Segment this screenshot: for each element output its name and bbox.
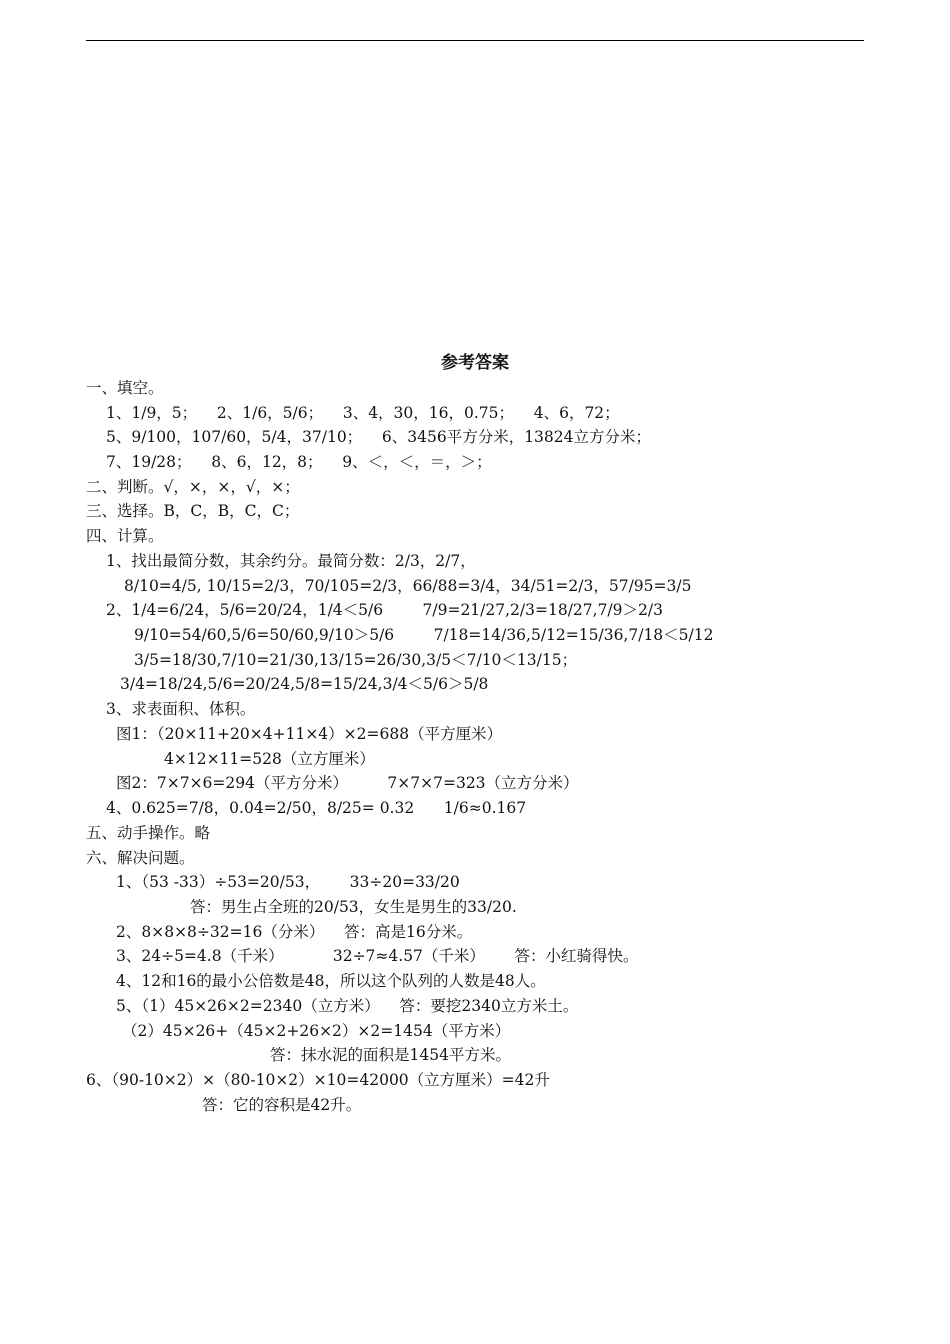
answer-line: 4×12×11=528（立方厘米）	[164, 750, 375, 768]
section-heading-judge: 二、判断。√，×，×，√，×；	[86, 478, 300, 496]
document-title: 参考答案	[441, 353, 509, 373]
answer-line: 7、19/28； 8、6，12，8； 9、＜，＜，＝，＞；	[106, 453, 492, 471]
section-heading-calculation: 四、计算。	[86, 527, 164, 545]
answer-line: 3/5=18/30,7/10=21/30,13/15=26/30,3/5＜7/10＜13/15；	[134, 651, 578, 669]
answer-line: 3、24÷5=4.8（千米） 32÷7≈4.57（千米） 答：小红骑得快。	[116, 947, 639, 965]
header-rule	[86, 40, 864, 41]
answer-line: 9/10=54/60,5/6=50/60,9/10＞5/6 7/18=14/36,5/12=15/36,7/18＜5/12	[134, 626, 714, 644]
answer-line: 答：男生占全班的20/53，女生是男生的33/20.	[190, 898, 517, 916]
answer-line: 6、（90-10×2）×（80-10×2）×10=42000（立方厘米）=42升	[86, 1071, 550, 1089]
answer-line: 图1：（20×11+20×4+11×4）×2=688（平方厘米）	[116, 725, 503, 743]
answer-line: 2、8×8×8÷32=16（分米） 答：高是16分米。	[116, 923, 473, 941]
answer-line: 3、求表面积、体积。	[106, 700, 256, 718]
section-heading-hands-on: 五、动手操作。略	[86, 824, 211, 842]
answer-line: 3/4=18/24,5/6=20/24,5/8=15/24,3/4＜5/6＞5/8	[120, 675, 489, 693]
answer-line: 4、0.625=7/8，0.04=2/50，8/25= 0.32 1/6≈0.167	[106, 799, 527, 817]
answer-line: （2）45×26+（45×2+26×2）×2=1454（平方米）	[122, 1022, 511, 1040]
answer-line: 2、1/4=6/24，5/6=20/24，1/4＜5/6 7/9=21/27,2/3=18/27,7/9＞2/3	[106, 601, 663, 619]
answer-line: 答：它的容积是42升。	[202, 1096, 362, 1114]
answer-line: 1、1/9，5； 2、1/6，5/6； 3、4，30，16，0.75； 4、6，72；	[106, 404, 620, 422]
answer-line: 1、（53 -33）÷53=20/53， 33÷20=33/20	[116, 873, 460, 891]
answer-line: 答：抹水泥的面积是1454平方米。	[270, 1046, 511, 1064]
section-heading-problems: 六、解决问题。	[86, 849, 195, 867]
answer-line: 8/10=4/5, 10/15=2/3，70/105=2/3，66/88=3/4，34/51=2/3，57/95=3/5	[124, 577, 692, 595]
section-heading-choice: 三、选择。B，C，B，C，C；	[86, 502, 300, 520]
answer-line: 1、找出最简分数，其余约分。最简分数：2/3，2/7，	[106, 552, 476, 570]
answer-line: 图2：7×7×6=294（平方分米） 7×7×7=323（立方分米）	[116, 774, 579, 792]
answer-line: 4、12和16的最小公倍数是48，所以这个队列的人数是48人。	[116, 972, 546, 990]
answer-line: 5、9/100，107/60，5/4，37/10； 6、3456平方分米，13824立方分米；	[106, 428, 651, 446]
answer-line: 5、（1）45×26×2=2340（立方米） 答：要挖2340立方米土。	[116, 997, 579, 1015]
section-heading-fill-blank: 一、填空。	[86, 379, 164, 397]
